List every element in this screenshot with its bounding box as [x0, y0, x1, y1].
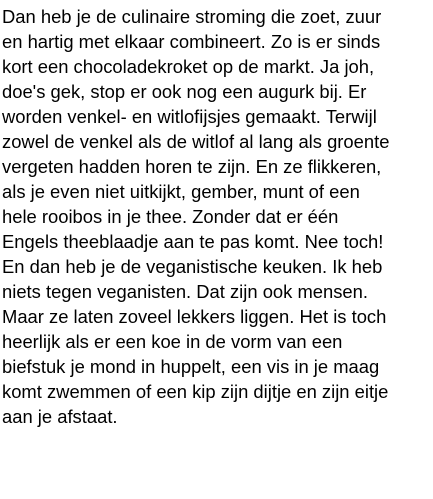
- paragraph-line: doe's gek, stop er ook nog een augurk bij. Er: [2, 81, 367, 102]
- paragraph-line: kort een chocoladekroket op de markt. Ja joh,: [2, 56, 375, 77]
- paragraph-line: worden venkel- en witlofijsjes gemaakt. Terwijl: [2, 106, 377, 127]
- paragraph-line: vergeten hadden horen te zijn. En ze flikkeren,: [2, 156, 382, 177]
- body-paragraph: [2, 4, 433, 429]
- paragraph-line: hele rooibos in je thee. Zonder dat er één: [2, 206, 339, 227]
- paragraph-line: Dan heb je de culinaire stroming die zoet, zuur: [2, 6, 382, 27]
- paragraph-line: Maar ze laten zoveel lekkers liggen. Het is toch: [2, 306, 387, 327]
- paragraph-line: zowel de venkel als de witlof al lang als groente: [2, 131, 390, 152]
- paragraph-line: komt zwemmen of een kip zijn dijtje en zijn eitje: [2, 381, 389, 402]
- paragraph-line: Engels theeblaadje aan te pas komt. Nee toch!: [2, 231, 384, 252]
- paragraph-line: biefstuk je mond in huppelt, een vis in je maag: [2, 356, 380, 377]
- paragraph-line: En dan heb je de veganistische keuken. Ik heb: [2, 256, 383, 277]
- paragraph-line: aan je afstaat.: [2, 406, 118, 427]
- paragraph-line: heerlijk als er een koe in de vorm van een: [2, 331, 343, 352]
- paragraph-line: als je even niet uitkijkt, gember, munt of een: [2, 181, 360, 202]
- paragraph-line: niets tegen veganisten. Dat zijn ook mensen.: [2, 281, 368, 302]
- paragraph-line: en hartig met elkaar combineert. Zo is er sinds: [2, 31, 381, 52]
